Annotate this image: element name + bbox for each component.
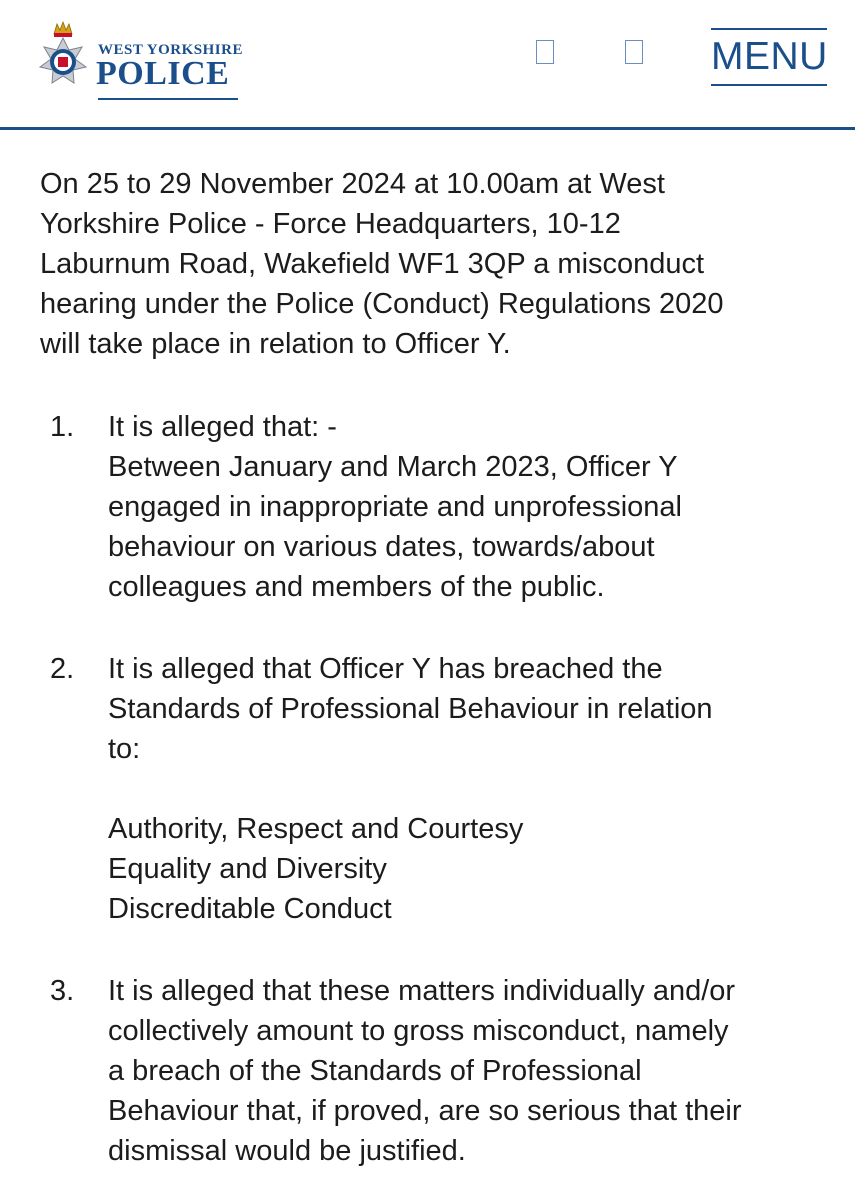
- intro-line: will take place in relation to Officer Y.: [40, 328, 511, 360]
- allegation-line: Between January and March 2023, Officer Y: [108, 451, 678, 483]
- allegation-line: behaviour on various dates, towards/about: [108, 531, 655, 563]
- standards-list: [108, 809, 830, 929]
- allegation-number: 1.: [50, 411, 75, 443]
- police-star-badge-icon: [28, 16, 98, 98]
- intro-line: Laburnum Road, Wakefield WF1 3QP a misconduct: [40, 248, 705, 280]
- intro-line: On 25 to 29 November 2024 at 10.00am at West: [40, 168, 665, 200]
- allegation-line: It is alleged that these matters individually and/or: [108, 975, 736, 1007]
- allegation-body: [108, 971, 830, 1171]
- missing-glyph-icon[interactable]: [625, 40, 643, 64]
- standard-item: Authority, Respect and Courtesy: [108, 813, 524, 845]
- menu-button[interactable]: MENU: [711, 28, 827, 86]
- allegation-number: 2.: [50, 653, 75, 685]
- allegation-line: engaged in inappropriate and unprofessional: [108, 491, 682, 523]
- missing-glyph-icon[interactable]: [536, 40, 554, 64]
- allegation-item: [40, 407, 830, 607]
- allegation-body: [108, 649, 830, 929]
- allegation-body: [108, 407, 830, 607]
- allegation-line: collectively amount to gross misconduct, namely: [108, 1015, 729, 1047]
- allegation-line: a breach of the Standards of Professional: [108, 1055, 642, 1087]
- notice-content: [40, 164, 830, 1171]
- intro-paragraph: [40, 164, 830, 364]
- allegation-line: It is alleged that: -: [108, 411, 337, 443]
- allegation-line: It is alleged that Officer Y has breached the: [108, 653, 663, 685]
- allegation-line: colleagues and members of the public.: [108, 571, 605, 603]
- intro-line: Yorkshire Police - Force Headquarters, 10-12: [40, 208, 621, 240]
- allegation-line: Standards of Professional Behaviour in relation: [108, 693, 713, 725]
- standard-item: Equality and Diversity: [108, 853, 387, 885]
- logo-main-text: POLICE: [96, 55, 230, 92]
- west-yorkshire-police-logo[interactable]: [28, 16, 248, 98]
- allegation-item: [40, 649, 830, 929]
- site-header: [0, 0, 855, 130]
- allegation-line: dismissal would be justified.: [108, 1135, 466, 1167]
- allegation-line: to:: [108, 733, 141, 765]
- intro-line: hearing under the Police (Conduct) Regulations 2020: [40, 288, 724, 320]
- allegation-item: [40, 971, 830, 1171]
- standard-item: Discreditable Conduct: [108, 893, 392, 925]
- allegation-number: 3.: [50, 975, 75, 1007]
- logo-top-text: WEST YORKSHIRE: [98, 42, 243, 58]
- logo-underline: [98, 98, 238, 100]
- allegation-line: Behaviour that, if proved, are so serious that their: [108, 1095, 742, 1127]
